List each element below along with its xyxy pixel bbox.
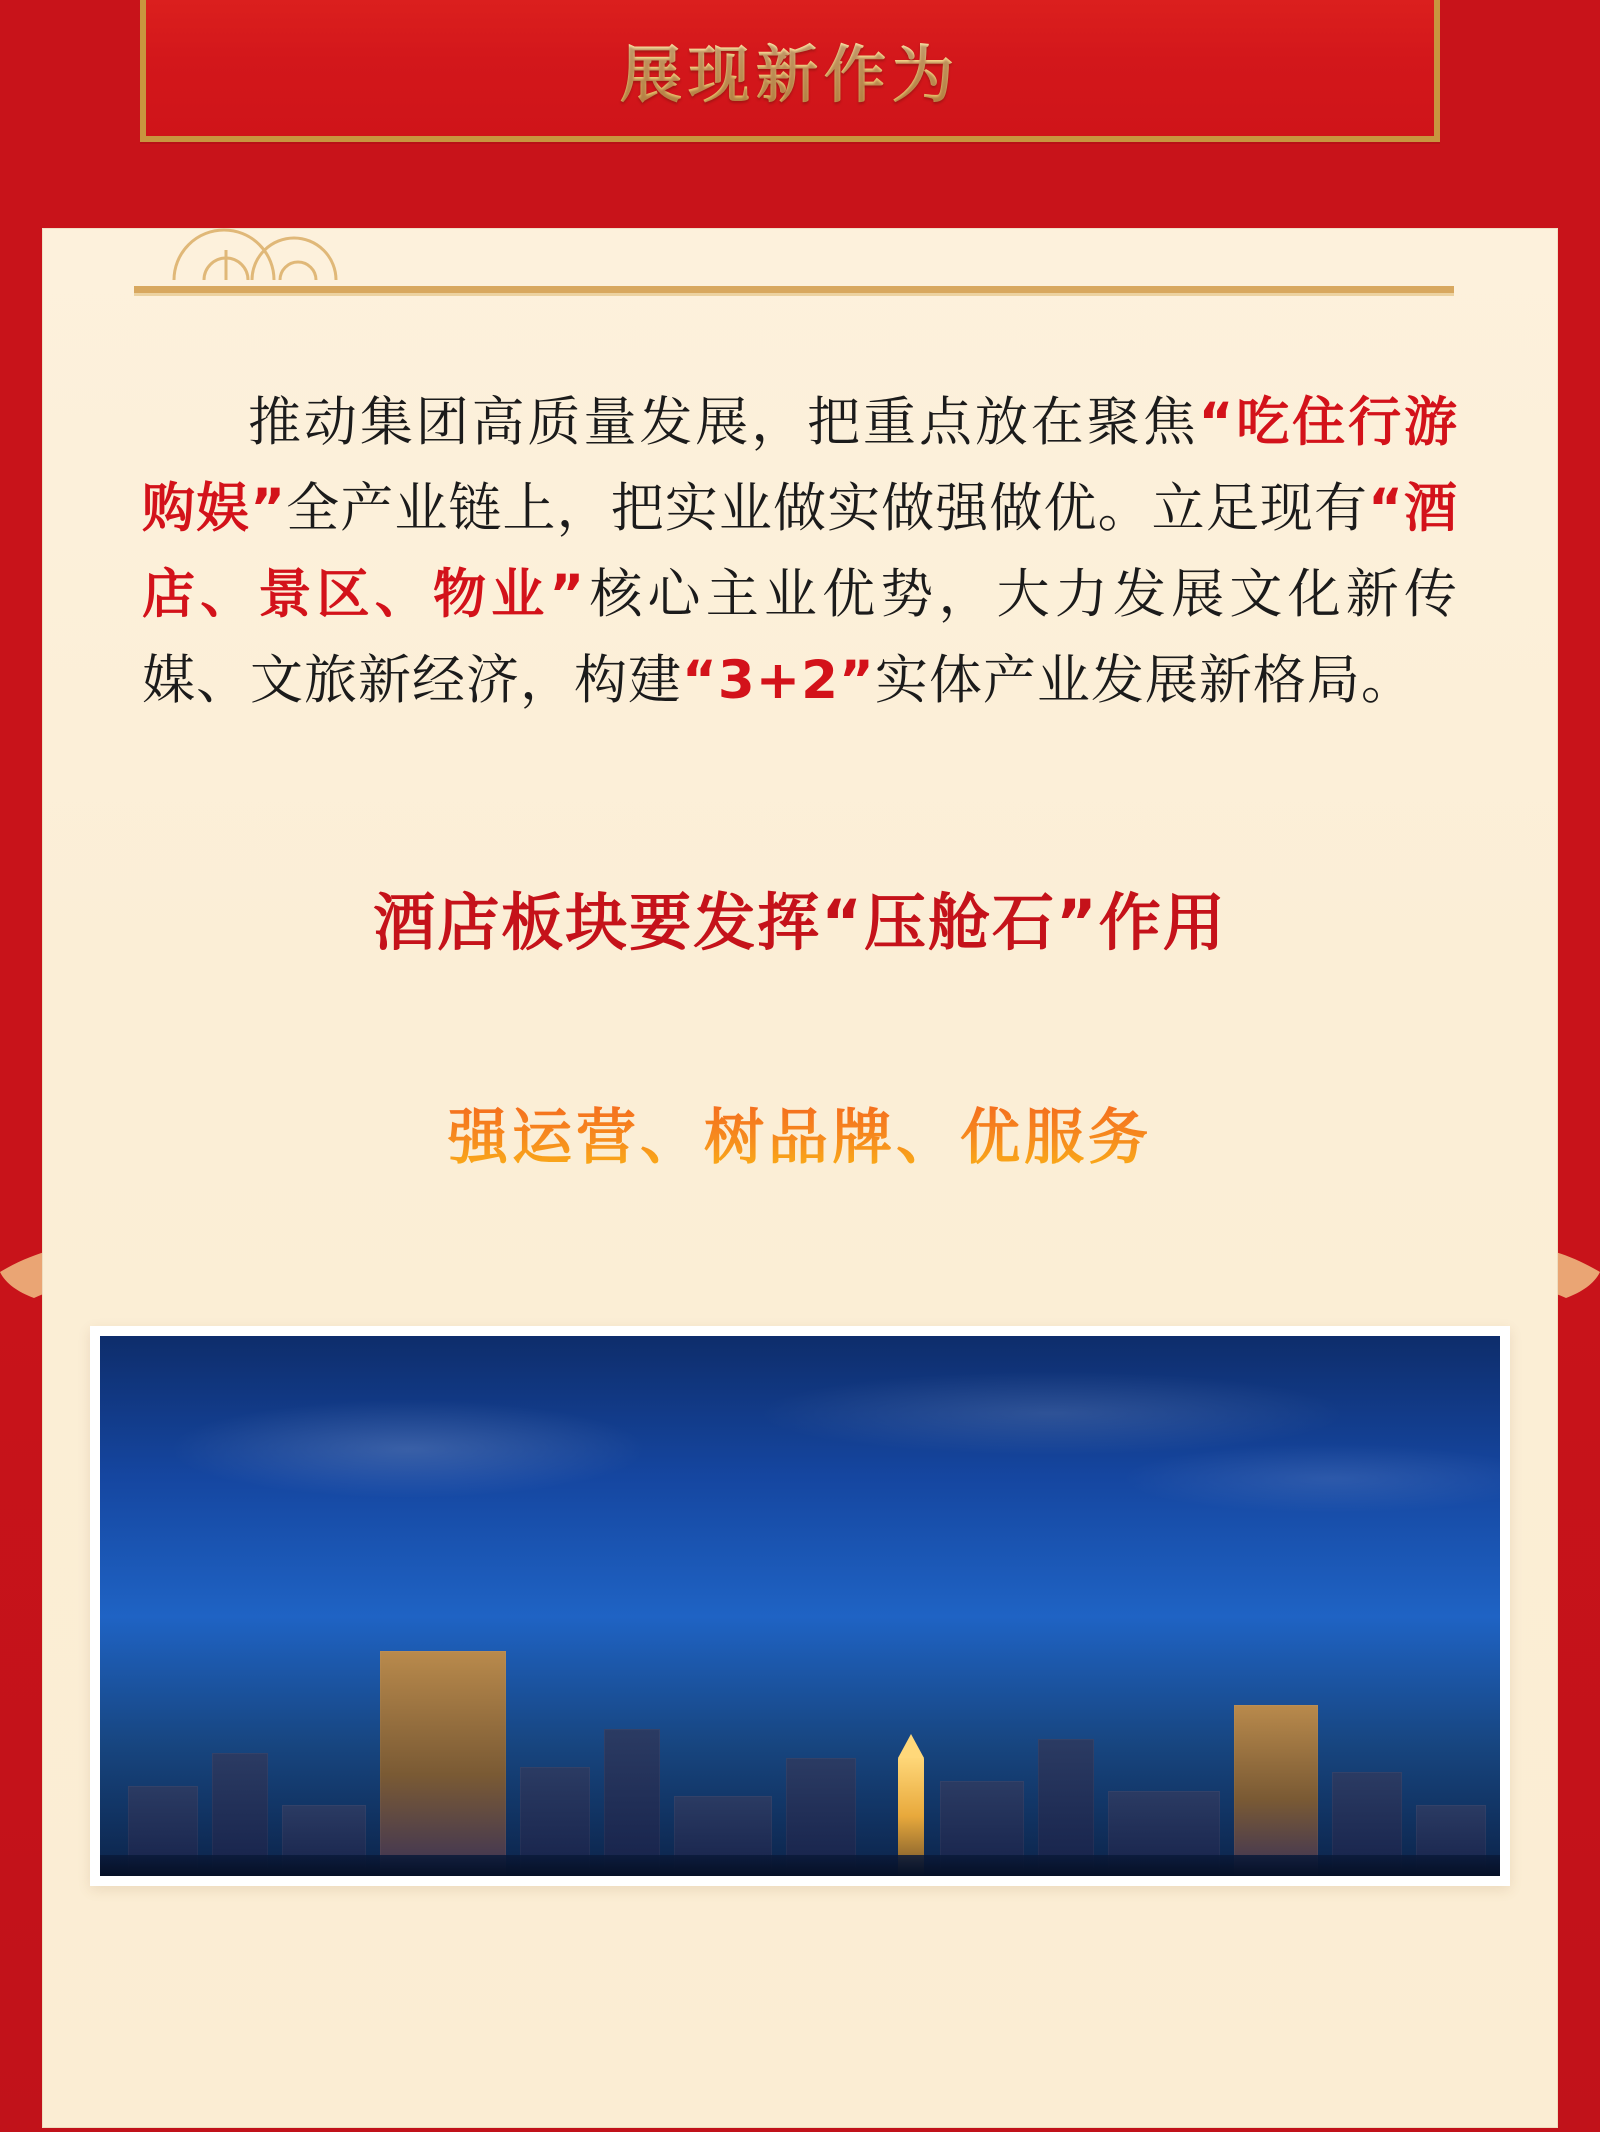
paragraph-highlight-3: “3+2” (682, 649, 875, 711)
paragraph-segment-1: 推动集团高质量发展，把重点放在聚焦 (248, 392, 1199, 453)
photo-skyline (100, 1639, 1500, 1877)
city-night-photo (100, 1336, 1500, 1876)
photo-frame (90, 1326, 1510, 1886)
paragraph-highlight-2: “酒店、景区、物业” (142, 477, 1458, 625)
paragraph-segment-4: 实体产业发展新格局。 (874, 649, 1415, 711)
paragraph-segment-2: 全产业链上，把实业做实做强做优。立足现有 (286, 477, 1369, 539)
body-paragraph (142, 380, 1458, 723)
section-subhead: 强运营、树品牌、优服务 (102, 1090, 1498, 1176)
section-headline: 酒店板块要发挥“压舱石”作用 (373, 886, 1227, 960)
paragraph-highlight-1: “吃住行游购娱” (142, 392, 1458, 539)
banner-plaque (140, 0, 1440, 142)
page-title: 展现新作为 (620, 25, 960, 114)
content-card (42, 228, 1558, 2128)
banner-area (0, 0, 1600, 170)
paragraph-segment-3: 核心主业优势，大力发展文化新传媒、文旅新经济，构建 (142, 563, 1458, 711)
photo-waterline (100, 1855, 1500, 1876)
photo-sky (100, 1336, 1500, 1633)
ornament-divider (134, 228, 1454, 318)
